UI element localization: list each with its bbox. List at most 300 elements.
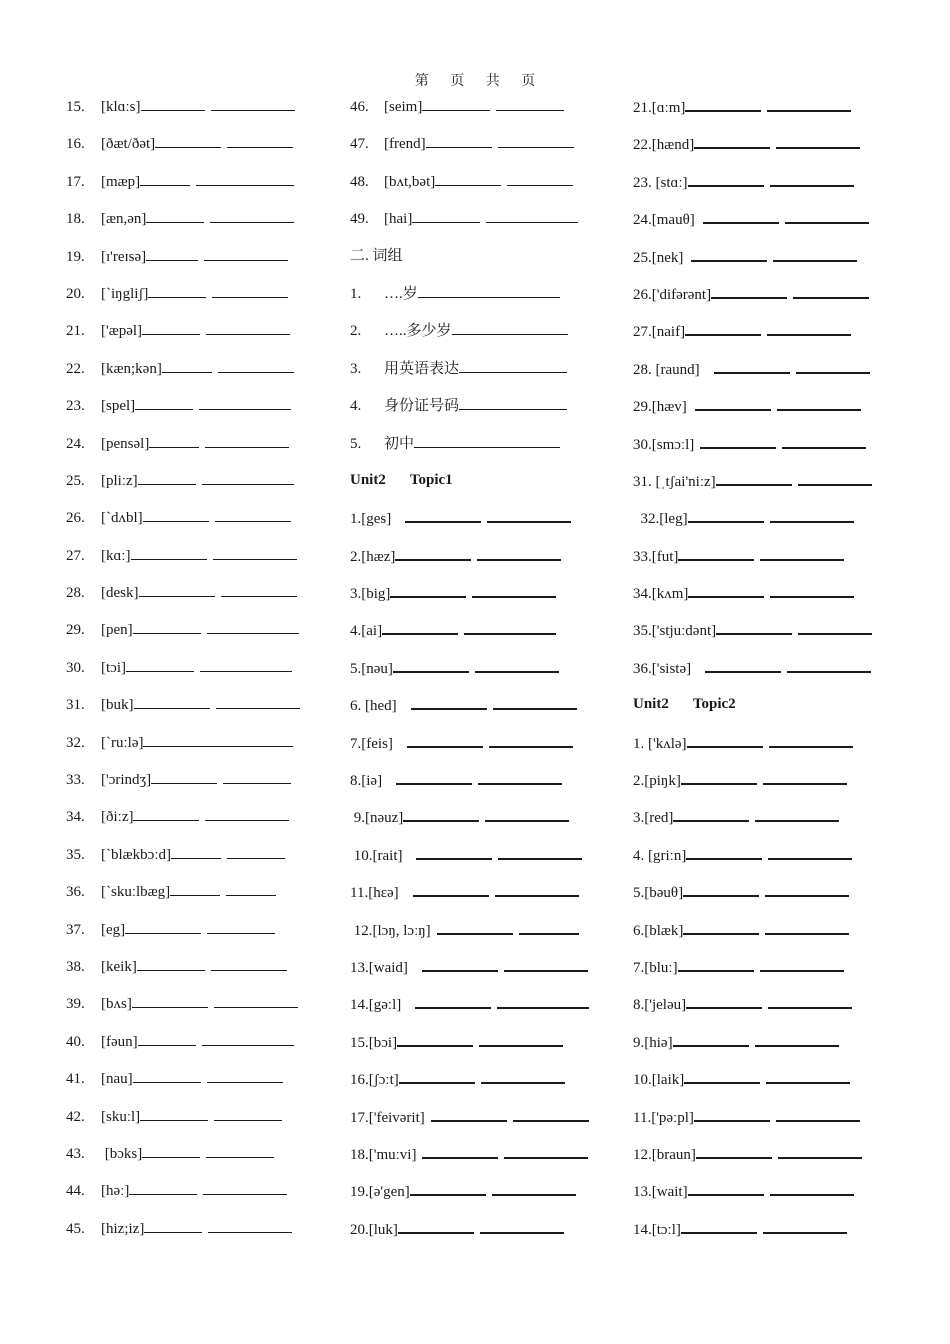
item-number: 32. <box>66 734 85 751</box>
answer-blank[interactable] <box>686 991 762 1009</box>
answer-blank[interactable] <box>411 692 487 710</box>
answer-blank[interactable] <box>131 543 207 560</box>
phonetic-text: 27.[naif] <box>633 324 686 341</box>
answer-blank[interactable] <box>519 917 579 935</box>
answer-blank[interactable] <box>216 692 300 709</box>
answer-blank[interactable] <box>798 468 872 486</box>
answer-blank[interactable] <box>140 169 190 186</box>
phonetic-text: 32.[leg] <box>633 511 688 528</box>
vocab-item <box>350 879 610 916</box>
item-text: …..多少岁 <box>384 323 452 340</box>
answer-blank[interactable] <box>133 617 201 634</box>
answer-blank[interactable] <box>207 917 275 934</box>
vocab-item <box>633 1029 893 1066</box>
vocab-item <box>350 505 610 542</box>
answer-blank[interactable] <box>493 692 577 710</box>
vocab-item <box>633 393 893 430</box>
answer-blank[interactable] <box>703 206 779 224</box>
answer-blank[interactable] <box>221 580 297 597</box>
item-number: 19. <box>66 248 85 265</box>
answer-blank[interactable] <box>405 505 481 523</box>
answer-blank[interactable] <box>479 1029 563 1047</box>
unit-heading <box>350 468 610 505</box>
answer-blank[interactable] <box>681 1216 757 1234</box>
phonetic-text: 4. [griːn] <box>633 847 687 864</box>
vocab-item <box>350 692 610 729</box>
answer-blank[interactable] <box>760 543 844 561</box>
answer-blank[interactable] <box>171 842 221 859</box>
answer-blank[interactable] <box>766 1066 850 1084</box>
answer-blank[interactable] <box>205 804 289 821</box>
page-header <box>0 70 950 90</box>
answer-blank[interactable] <box>223 767 291 784</box>
phonetic-text: 13.[wait] <box>633 1184 688 1201</box>
vocab-item <box>66 131 316 168</box>
answer-blank[interactable] <box>148 281 206 298</box>
answer-blank[interactable] <box>798 617 872 635</box>
answer-blank[interactable] <box>146 206 204 223</box>
item-number: 16. <box>66 136 85 153</box>
vocab-item <box>350 655 610 692</box>
vocab-item <box>633 767 893 804</box>
answer-blank[interactable] <box>785 206 869 224</box>
answer-blank[interactable] <box>213 543 297 560</box>
phonetic-text: [skuːl] <box>101 1108 141 1125</box>
answer-blank[interactable] <box>132 991 208 1008</box>
answer-blank[interactable] <box>422 94 490 111</box>
vocab-item <box>350 1066 610 1103</box>
answer-blank[interactable] <box>138 1029 196 1046</box>
column-middle <box>350 94 610 1253</box>
answer-blank[interactable] <box>199 393 291 410</box>
vocab-item <box>633 842 893 879</box>
vocab-item <box>350 730 610 767</box>
item-number: 39. <box>66 996 85 1013</box>
phonetic-text: 13.[waid] <box>350 959 408 976</box>
phonetic-text: 16.[ʃɔːt] <box>350 1072 399 1089</box>
phonetic-text: 33.[fut] <box>633 548 679 565</box>
vocab-item <box>633 917 893 954</box>
phonetic-text: 9.[nəuz] <box>350 810 404 827</box>
answer-blank[interactable] <box>415 991 491 1009</box>
vocab-item <box>66 1141 316 1178</box>
item-number: 27. <box>66 547 85 564</box>
answer-blank[interactable] <box>770 580 854 598</box>
answer-blank[interactable] <box>452 318 568 335</box>
vocab-item <box>66 468 316 505</box>
answer-blank[interactable] <box>129 1178 197 1195</box>
vocab-item <box>350 356 610 393</box>
item-number: 46. <box>350 99 369 115</box>
phonetic-text: [`blækbɔːd] <box>101 846 171 863</box>
phonetic-text: [ɪ'reɪsə] <box>101 248 147 265</box>
phonetic-text: [hiz;iz] <box>101 1220 145 1237</box>
answer-blank[interactable] <box>218 356 294 373</box>
answer-blank[interactable] <box>414 431 560 448</box>
phonetic-text: 22.[hænd] <box>633 137 695 154</box>
vocab-item <box>633 468 893 505</box>
answer-blank[interactable] <box>155 131 221 148</box>
phonetic-text: [pliːz] <box>101 472 138 489</box>
vocab-item <box>66 94 316 131</box>
answer-blank[interactable] <box>137 954 205 971</box>
answer-blank[interactable] <box>492 1178 576 1196</box>
answer-blank[interactable] <box>162 356 212 373</box>
phonetic-text: 20.[luk] <box>350 1221 398 1238</box>
vocab-item <box>633 655 893 692</box>
answer-blank[interactable] <box>765 917 849 935</box>
answer-blank[interactable] <box>498 842 582 860</box>
item-number: 25. <box>66 472 85 489</box>
answer-blank[interactable] <box>480 1216 564 1234</box>
answer-blank[interactable] <box>202 1029 294 1046</box>
phonetic-text: [buk] <box>101 697 134 714</box>
answer-blank[interactable] <box>686 842 762 860</box>
answer-blank[interactable] <box>464 617 556 635</box>
answer-blank[interactable] <box>681 767 757 785</box>
vocab-item <box>66 244 316 281</box>
answer-blank[interactable] <box>793 281 869 299</box>
answer-blank[interactable] <box>504 954 588 972</box>
answer-blank[interactable] <box>459 356 567 373</box>
item-number: 44. <box>66 1183 85 1200</box>
answer-blank[interactable] <box>513 1104 589 1122</box>
item-number: 35. <box>66 846 85 863</box>
answer-blank[interactable] <box>769 730 853 748</box>
answer-blank[interactable] <box>227 131 293 148</box>
answer-blank[interactable] <box>138 468 196 485</box>
vocab-item <box>350 543 610 580</box>
answer-blank[interactable] <box>770 169 854 187</box>
answer-blank[interactable] <box>196 169 294 186</box>
item-number: 5. <box>350 435 362 452</box>
answer-blank[interactable] <box>210 206 294 223</box>
answer-blank[interactable] <box>688 1178 764 1196</box>
answer-blank[interactable] <box>695 393 771 411</box>
answer-blank[interactable] <box>777 393 861 411</box>
vocab-item <box>66 917 316 954</box>
answer-blank[interactable] <box>694 131 770 149</box>
vocab-item <box>633 281 893 318</box>
answer-blank[interactable] <box>755 804 839 822</box>
column-left <box>66 94 316 1253</box>
answer-blank[interactable] <box>755 1029 839 1047</box>
phonetic-text: 1.[ges] <box>350 511 392 528</box>
phonetic-text: [ðæt/ðət] <box>101 136 156 153</box>
answer-blank[interactable] <box>485 804 569 822</box>
answer-blank[interactable] <box>504 1141 588 1159</box>
answer-blank[interactable] <box>678 543 754 561</box>
answer-blank[interactable] <box>200 655 292 672</box>
vocab-item <box>350 281 610 318</box>
answer-blank[interactable] <box>390 580 466 598</box>
vocab-item <box>66 505 316 542</box>
answer-blank[interactable] <box>202 468 294 485</box>
item-text: 初中 <box>384 435 415 452</box>
vocab-item <box>350 580 610 617</box>
phonetic-text: [æn,ən] <box>101 211 147 228</box>
answer-blank[interactable] <box>203 1178 287 1195</box>
item-number: 34. <box>66 809 85 826</box>
item-number: 26. <box>66 510 85 527</box>
phonetic-text: [klɑːs] <box>101 99 141 115</box>
answer-blank[interactable] <box>133 1066 201 1083</box>
answer-blank[interactable] <box>207 1066 283 1083</box>
answer-blank[interactable] <box>486 206 578 223</box>
answer-blank[interactable] <box>782 431 866 449</box>
answer-blank[interactable] <box>472 580 556 598</box>
answer-blank[interactable] <box>422 954 498 972</box>
vocab-item <box>66 1066 316 1103</box>
answer-blank[interactable] <box>435 169 501 186</box>
answer-blank[interactable] <box>776 131 860 149</box>
unit-label: Unit2 <box>350 471 386 488</box>
vocab-item <box>66 543 316 580</box>
answer-blank[interactable] <box>143 730 293 747</box>
answer-blank[interactable] <box>133 804 199 821</box>
answer-blank[interactable] <box>770 1178 854 1196</box>
vocab-item <box>66 692 316 729</box>
answer-blank[interactable] <box>426 131 492 148</box>
answer-blank[interactable] <box>431 1104 507 1122</box>
answer-blank[interactable] <box>140 1104 208 1121</box>
answer-blank[interactable] <box>478 767 562 785</box>
answer-blank[interactable] <box>397 1029 473 1047</box>
vocab-item <box>66 206 316 243</box>
vocab-item <box>66 1178 316 1215</box>
vocab-item <box>633 131 893 168</box>
answer-blank[interactable] <box>418 281 560 298</box>
answer-blank[interactable] <box>149 431 199 448</box>
vocab-item <box>66 580 316 617</box>
phonetic-text: 1. ['kʌlə] <box>633 735 687 752</box>
answer-blank[interactable] <box>422 1141 498 1159</box>
answer-blank[interactable] <box>125 917 201 934</box>
answer-blank[interactable] <box>407 730 483 748</box>
answer-blank[interactable] <box>685 318 761 336</box>
answer-blank[interactable] <box>716 468 792 486</box>
section-title <box>350 244 610 281</box>
answer-blank[interactable] <box>768 842 852 860</box>
answer-blank[interactable] <box>481 1066 565 1084</box>
item-number: 30. <box>66 659 85 676</box>
phonetic-text: 2.[hæz] <box>350 548 396 565</box>
vocab-item <box>66 1216 316 1253</box>
phonetic-text: 28. [raund] <box>633 361 700 378</box>
phonetic-text: [`skuːlbæg] <box>101 884 171 901</box>
phonetic-text: 15.[bɔi] <box>350 1034 398 1051</box>
phonetic-text: [eg] <box>101 921 126 938</box>
vocab-item <box>350 318 610 355</box>
phonetic-text: 24.[mauθ] <box>633 212 695 229</box>
answer-blank[interactable] <box>207 617 299 634</box>
vocab-item <box>633 879 893 916</box>
phonetic-text: 26.['difərənt] <box>633 286 712 303</box>
vocab-item <box>350 954 610 991</box>
answer-blank[interactable] <box>206 1141 274 1158</box>
answer-blank[interactable] <box>412 206 480 223</box>
answer-blank[interactable] <box>778 1141 862 1159</box>
answer-blank[interactable] <box>773 244 857 262</box>
answer-blank[interactable] <box>459 393 567 410</box>
vocab-item <box>66 730 316 767</box>
answer-blank[interactable] <box>396 767 472 785</box>
answer-blank[interactable] <box>684 1066 760 1084</box>
vocab-item <box>350 393 610 430</box>
answer-blank[interactable] <box>204 244 288 261</box>
vocab-item <box>350 767 610 804</box>
answer-blank[interactable] <box>142 1141 200 1158</box>
item-text: [seim] <box>384 99 423 115</box>
vocab-item <box>350 431 610 468</box>
answer-blank[interactable] <box>496 94 564 111</box>
answer-blank[interactable] <box>685 94 761 112</box>
phonetic-text: [`ruːlə] <box>101 734 144 751</box>
vocab-item <box>66 617 316 654</box>
answer-blank[interactable] <box>765 879 849 897</box>
answer-blank[interactable] <box>787 655 871 673</box>
phonetic-text: 8.['jeləu] <box>633 997 687 1014</box>
answer-blank[interactable] <box>694 1104 770 1122</box>
phonetic-text: 31. [ˌtʃai'niːz] <box>633 473 716 490</box>
answer-blank[interactable] <box>212 281 288 298</box>
answer-blank[interactable] <box>141 94 205 111</box>
answer-blank[interactable] <box>142 318 200 335</box>
vocab-item <box>633 1216 893 1253</box>
answer-blank[interactable] <box>211 954 287 971</box>
item-number: 37. <box>66 921 85 938</box>
vocab-item <box>633 543 893 580</box>
answer-blank[interactable] <box>211 94 295 111</box>
answer-blank[interactable] <box>760 954 844 972</box>
answer-blank[interactable] <box>497 991 589 1009</box>
answer-blank[interactable] <box>143 505 209 522</box>
answer-blank[interactable] <box>393 655 469 673</box>
phonetic-text: [spel] <box>101 398 136 415</box>
item-number: 36. <box>66 884 85 901</box>
vocab-item <box>66 655 316 692</box>
answer-blank[interactable] <box>214 1104 282 1121</box>
answer-blank[interactable] <box>487 505 571 523</box>
answer-blank[interactable] <box>776 1104 860 1122</box>
topic-label: Topic2 <box>692 696 736 713</box>
answer-blank[interactable] <box>398 1216 474 1234</box>
answer-blank[interactable] <box>214 991 298 1008</box>
answer-blank[interactable] <box>151 767 217 784</box>
answer-blank[interactable] <box>688 580 764 598</box>
answer-blank[interactable] <box>134 692 210 709</box>
phonetic-text: [`dʌbl] <box>101 510 143 527</box>
answer-blank[interactable] <box>705 655 781 673</box>
header-part: 第 <box>414 74 429 89</box>
answer-blank[interactable] <box>687 730 763 748</box>
answer-blank[interactable] <box>489 730 573 748</box>
answer-blank[interactable] <box>208 1216 292 1233</box>
answer-blank[interactable] <box>126 655 194 672</box>
answer-blank[interactable] <box>437 917 513 935</box>
answer-blank[interactable] <box>716 617 792 635</box>
answer-blank[interactable] <box>403 804 479 822</box>
phonetic-text: 23. [stɑː] <box>633 174 688 191</box>
answer-blank[interactable] <box>711 281 787 299</box>
answer-blank[interactable] <box>139 580 215 597</box>
answer-blank[interactable] <box>395 543 471 561</box>
phonetic-text: 10.[laik] <box>633 1072 685 1089</box>
vocab-item <box>66 804 316 841</box>
answer-blank[interactable] <box>691 244 767 262</box>
vocab-item <box>633 580 893 617</box>
answer-blank[interactable] <box>507 169 573 186</box>
answer-blank[interactable] <box>416 842 492 860</box>
answer-blank[interactable] <box>696 1141 772 1159</box>
answer-blank[interactable] <box>413 879 489 897</box>
answer-blank[interactable] <box>683 879 759 897</box>
answer-blank[interactable] <box>146 244 198 261</box>
vocab-item <box>350 917 610 954</box>
answer-blank[interactable] <box>399 1066 475 1084</box>
answer-blank[interactable] <box>688 169 764 187</box>
phonetic-text: 18.['muːvi] <box>350 1146 417 1163</box>
answer-blank[interactable] <box>768 991 852 1009</box>
answer-blank[interactable] <box>700 431 776 449</box>
answer-blank[interactable] <box>796 356 870 374</box>
answer-blank[interactable] <box>382 617 458 635</box>
item-number: 4. <box>350 398 362 415</box>
answer-blank[interactable] <box>135 393 193 410</box>
item-number: 2. <box>350 323 362 340</box>
answer-blank[interactable] <box>205 431 289 448</box>
item-text: 身份证号码 <box>384 398 460 415</box>
item-text: 用英语表达 <box>384 360 460 377</box>
answer-blank[interactable] <box>770 505 854 523</box>
answer-blank[interactable] <box>673 1029 749 1047</box>
answer-blank[interactable] <box>215 505 291 522</box>
answer-blank[interactable] <box>673 804 749 822</box>
vocab-item <box>66 431 316 468</box>
answer-blank[interactable] <box>498 131 574 148</box>
answer-blank[interactable] <box>714 356 790 374</box>
answer-blank[interactable] <box>475 655 559 673</box>
answer-blank[interactable] <box>763 1216 847 1234</box>
answer-blank[interactable] <box>688 505 764 523</box>
answer-blank[interactable] <box>144 1216 202 1233</box>
item-number: 48. <box>350 173 369 190</box>
answer-blank[interactable] <box>170 879 220 896</box>
phonetic-text: [`iŋgliʃ] <box>101 285 149 302</box>
vocab-item <box>66 318 316 355</box>
answer-blank[interactable] <box>477 543 561 561</box>
answer-blank[interactable] <box>495 879 579 897</box>
answer-blank[interactable] <box>683 917 759 935</box>
vocab-item <box>633 991 893 1028</box>
phonetic-text: [keik] <box>101 958 137 975</box>
item-number: 47. <box>350 136 369 153</box>
item-number: 17. <box>66 173 85 190</box>
answer-blank[interactable] <box>767 94 851 112</box>
answer-blank[interactable] <box>767 318 851 336</box>
phonetic-text: [tɔi] <box>101 659 126 676</box>
answer-blank[interactable] <box>678 954 754 972</box>
answer-blank[interactable] <box>227 842 285 859</box>
answer-blank[interactable] <box>410 1178 486 1196</box>
answer-blank[interactable] <box>763 767 847 785</box>
item-number: 49. <box>350 211 369 228</box>
item-number: 1. <box>350 285 362 302</box>
answer-blank[interactable] <box>206 318 290 335</box>
vocab-item <box>66 281 316 318</box>
answer-blank[interactable] <box>226 879 276 896</box>
phonetic-text: 5.[nəu] <box>350 660 393 677</box>
